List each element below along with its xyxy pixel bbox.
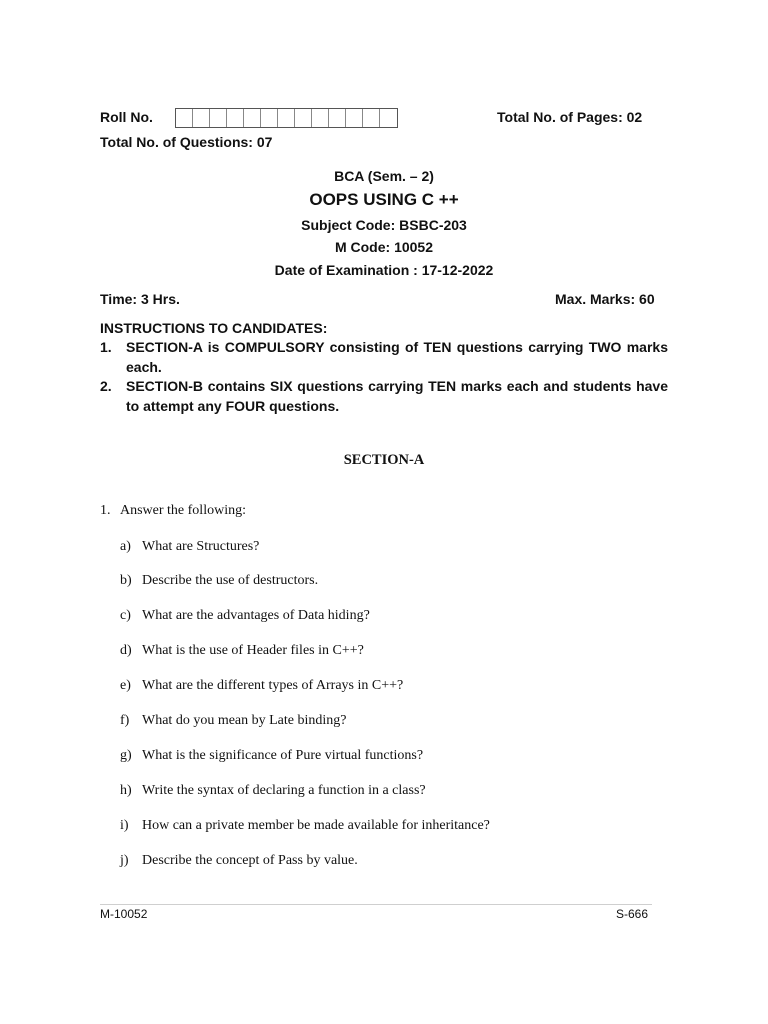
sub-question-text: What are Structures?	[142, 539, 260, 554]
sub-question-text: What are the different types of Arrays in C++?	[142, 678, 404, 693]
roll-number-cell	[193, 109, 210, 127]
roll-number-cell	[295, 109, 312, 127]
sub-question-text: How can a private member be made available for inheritance?	[142, 818, 490, 833]
subject-code: Subject Code: BSBC-203	[301, 217, 467, 233]
subject-title: OOPS USING C ++	[309, 190, 459, 209]
roll-number-cell	[312, 109, 329, 127]
roll-number-cell	[176, 109, 193, 127]
exam-date: Date of Examination : 17-12-2022	[274, 262, 494, 278]
sub-question	[120, 783, 426, 799]
total-pages: Total No. of Pages: 02	[497, 109, 643, 125]
m-code: M Code: 10052	[334, 239, 434, 255]
sub-question	[120, 678, 403, 694]
section-title: SECTION-A	[343, 452, 425, 468]
sub-question-text: What are the advantages of Data hiding?	[142, 608, 370, 623]
roll-number-cell	[210, 109, 227, 127]
sub-question	[120, 539, 259, 555]
roll-number-cell	[329, 109, 346, 127]
sub-question-label: e)	[120, 678, 131, 693]
footer-code-left: M-10052	[100, 907, 148, 921]
sub-question-text: What do you mean by Late binding?	[142, 713, 347, 728]
instructions-title: INSTRUCTIONS TO CANDIDATES:	[100, 320, 328, 336]
sub-question-label: d)	[120, 643, 132, 658]
sub-question-text: Write the syntax of declaring a function in a class?	[142, 783, 426, 798]
instruction-text: SECTION-A is COMPULSORY consisting of TEN questions carrying TWO marks each.	[126, 339, 668, 375]
sub-question-text: Describe the concept of Pass by value.	[142, 853, 358, 868]
question-number: 1.	[100, 503, 111, 518]
roll-number-cell	[278, 109, 295, 127]
sub-question-label: c)	[120, 608, 131, 623]
instruction-number: 2.	[100, 378, 112, 394]
sub-question	[120, 713, 347, 729]
sub-question-text: Describe the use of destructors.	[142, 573, 319, 588]
instruction-item	[100, 377, 668, 416]
roll-number-label: Roll No.	[100, 109, 153, 125]
sub-question-label: h)	[120, 783, 132, 798]
sub-question-text: What is the significance of Pure virtual functions?	[142, 748, 424, 763]
sub-question	[120, 748, 423, 764]
sub-question-label: i)	[120, 818, 129, 833]
roll-number-cell	[227, 109, 244, 127]
sub-question-label: j)	[120, 853, 129, 868]
sub-question-label: f)	[120, 713, 130, 728]
sub-question	[120, 818, 490, 834]
roll-number-cell	[346, 109, 363, 127]
sub-question-text: What is the use of Header files in C++?	[142, 643, 364, 658]
total-questions: Total No. of Questions: 07	[100, 134, 273, 150]
question-1	[100, 503, 246, 519]
roll-number-boxes	[175, 108, 398, 128]
footer-code-right: S-666	[616, 907, 649, 921]
question-text: Answer the following:	[120, 503, 246, 518]
roll-number-cell	[261, 109, 278, 127]
sub-question	[120, 643, 364, 659]
sub-question	[120, 853, 358, 869]
sub-question-label: b)	[120, 573, 132, 588]
program-semester: BCA (Sem. – 2)	[334, 168, 434, 184]
sub-question-label: a)	[120, 539, 131, 554]
instruction-number: 1.	[100, 339, 112, 355]
roll-number-cell	[363, 109, 380, 127]
roll-number-cell	[244, 109, 261, 127]
instruction-item	[100, 338, 668, 377]
sub-question	[120, 608, 370, 624]
sub-question	[120, 573, 318, 589]
sub-question-label: g)	[120, 748, 132, 763]
footer-divider	[100, 904, 652, 905]
roll-number-cell	[380, 109, 397, 127]
max-marks: Max. Marks: 60	[555, 291, 655, 307]
instruction-text: SECTION-B contains SIX questions carrying TEN marks each and students have to attempt any FOUR questions.	[126, 378, 668, 414]
time-allowed: Time: 3 Hrs.	[100, 291, 180, 307]
